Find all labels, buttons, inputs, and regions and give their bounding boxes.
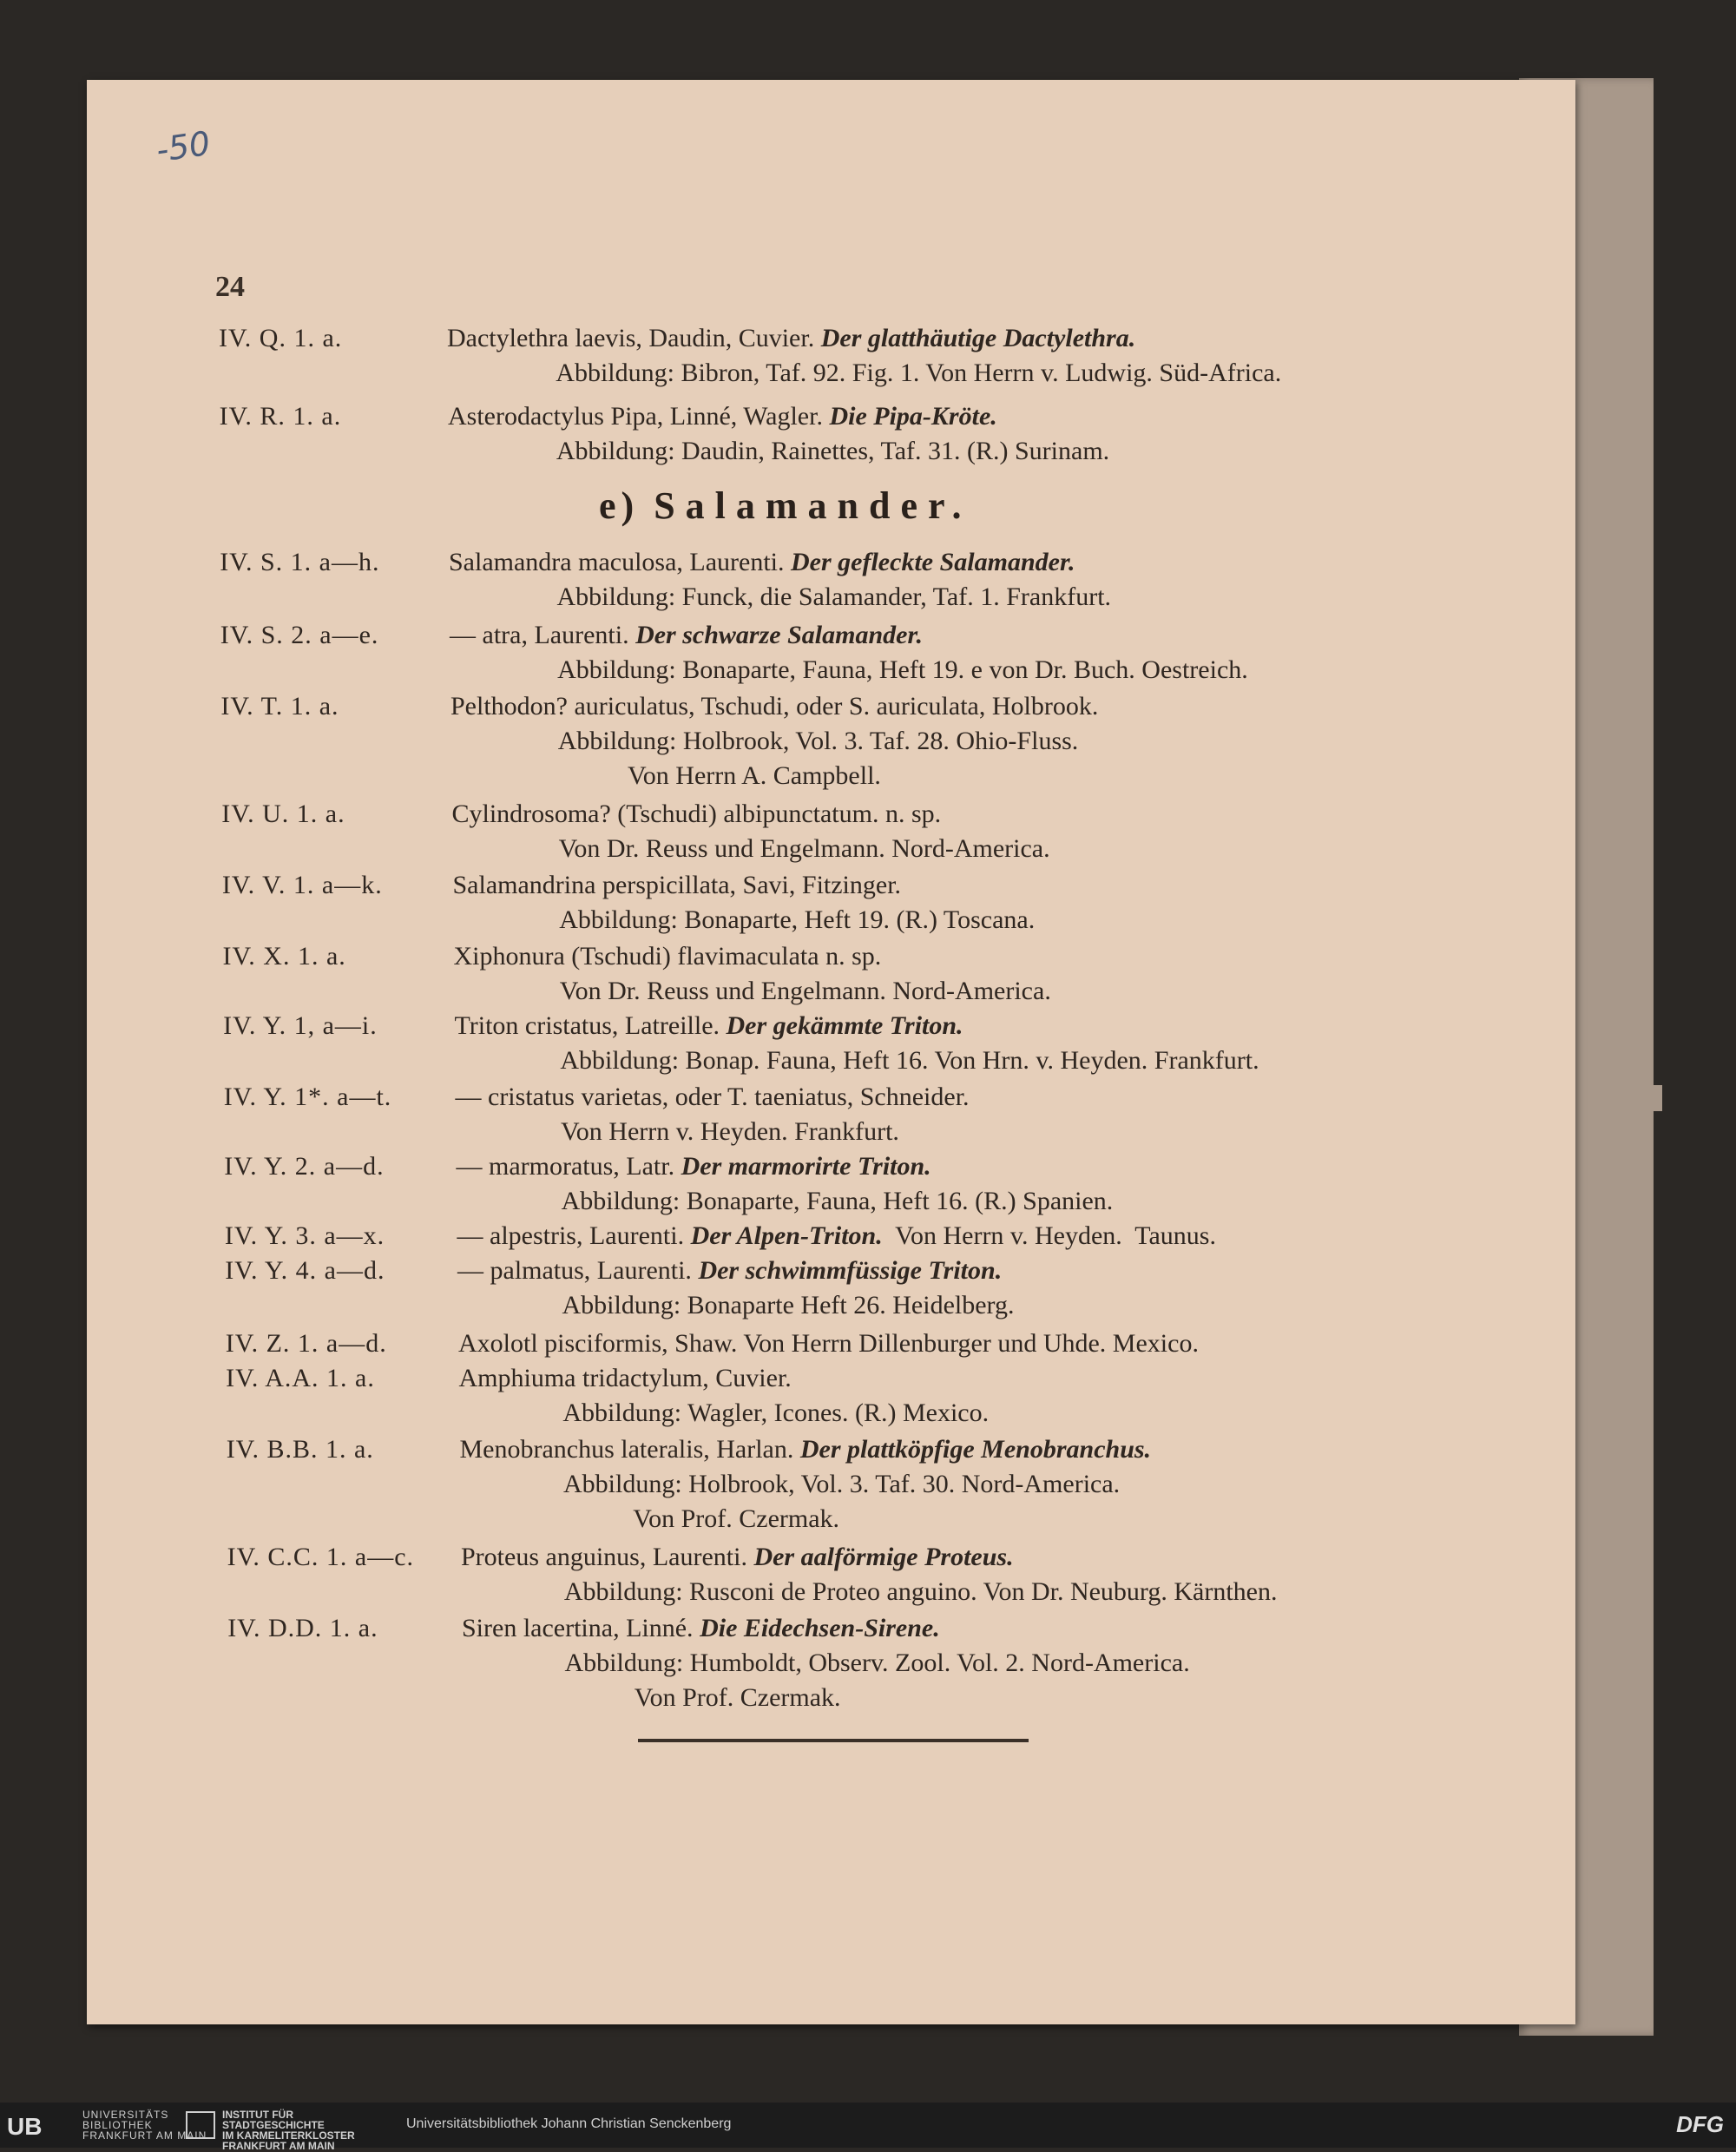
entry-code: IV. C.C. 1. a—c. [227,1543,415,1571]
document-page [87,80,1575,2024]
entry-code: IV. Y. 4. a—d. [225,1256,385,1285]
entry-code: IV. A.A. 1. a. [226,1364,375,1392]
entry-text [450,620,923,651]
entry-main-text: Abbildung: Wagler, Icones. (R.) Mexico. [562,1398,990,1427]
entry-main-text: Abbildung: Bonaparte Heft 26. Heidelberg. [562,1291,1015,1319]
entry-text [448,401,997,432]
isg-logo-icon [186,2111,215,2139]
entry-main-text: Proteus anguinus, Laurenti. [461,1543,747,1571]
entry-detail [635,1682,841,1714]
entry-text [457,1221,1216,1252]
page-number: 24 [215,271,245,303]
entry-text [458,1328,1199,1359]
entry-common-name: Die Eidechsen-Sirene. [700,1614,940,1642]
entry-code: IV. Y. 2. a—d. [224,1152,385,1181]
entry-detail [564,1576,1278,1608]
entry-main-text: Axolotl pisciformis, Shaw. Von Herrn Dillenburger und Uhde. Mexico. [458,1329,1199,1358]
section-heading-prefix: e) [599,484,640,527]
section-heading-title: Salamander. [654,484,972,527]
entry-main-text: Asterodactylus Pipa, Linné, Wagler. [448,402,823,431]
entry-tail-text: Von Herrn v. Heyden. Taunus. [882,1221,1216,1250]
entry-common-name: Die Pipa-Kröte. [829,402,997,431]
entry-detail [563,1469,1120,1500]
entry-main-text: — cristatus varietas, oder T. taeniatus, Schneider. [455,1083,970,1111]
entry-text [450,691,1098,722]
entry-main-text: Abbildung: Bonaparte, Heft 19. (R.) Toscana. [559,905,1036,934]
entry-code: IV. B.B. 1. a. [226,1435,374,1464]
entry-text [452,799,942,830]
entry-main-text: Abbildung: Humboldt, Observ. Zool. Vol. 2. Nord-America. [564,1649,1190,1677]
entry-text [459,1363,792,1394]
entry-detail [562,1290,1015,1321]
entry-common-name: Der gefleckte Salamander. [791,548,1075,576]
entry-common-name: Der schwarze Salamander. [635,621,923,649]
entry-main-text: Salamandrina perspicillata, Savi, Fitzinger. [452,871,902,899]
entry-main-text: Abbildung: Funck, die Salamander, Taf. 1. Frankfurt. [556,582,1112,611]
entry-main-text: Von Dr. Reuss und Engelmann. Nord-America. [559,977,1051,1005]
isg-text [222,2109,355,2151]
entry-detail [561,1116,899,1148]
entry-main-text: Abbildung: Bibron, Taf. 92. Fig. 1. Von Herrn v. Ludwig. Süd-Africa. [556,359,1282,387]
closing-rule [638,1739,1029,1742]
entry-main-text: Xiphonura (Tschudi) flavimaculata n. sp. [453,942,882,971]
entry-text [462,1613,940,1644]
entry-detail [557,655,1248,686]
entry-code: IV. S. 2. a—e. [220,621,379,649]
entry-code: IV. R. 1. a. [219,402,342,431]
entry-text [447,323,1135,354]
entry-code: IV. Z. 1. a—d. [225,1329,387,1358]
entry-text [454,941,882,972]
library-name: Universitätsbibliothek Johann Christian Senckenberg [406,2116,732,2131]
entry-main-text: — atra, Laurenti. [450,621,629,649]
entry-main-text: Abbildung: Bonaparte, Fauna, Heft 16. (R.) Spanien. [561,1187,1114,1215]
entry-main-text: — alpestris, Laurenti. [457,1221,685,1250]
entry-code: IV. X. 1. a. [222,942,346,971]
entry-main-text: Von Dr. Reuss und Engelmann. Nord-America. [558,834,1050,863]
dfg-logo: DFG [1676,2111,1724,2137]
footer-bar [0,2103,1736,2152]
entry-code: IV. Y. 3. a—x. [224,1221,385,1250]
entry-text [460,1434,1152,1465]
entry-main-text: Von Herrn v. Heyden. Frankfurt. [561,1117,899,1146]
entry-code: IV. Y. 1*. a—t. [223,1083,392,1111]
entry-text [461,1542,1014,1573]
entry-detail [558,726,1079,757]
entry-text [455,1010,963,1042]
entry-main-text: Triton cristatus, Latreille. [454,1011,720,1040]
entry-detail [565,1648,1190,1679]
entry-detail [557,582,1112,613]
entry-main-text: Siren lacertina, Linné. [462,1614,694,1642]
entry-detail [633,1504,839,1535]
entry-code: IV. T. 1. a. [220,692,339,721]
ub-line: FRANKFURT AM MAIN [82,2129,207,2142]
entry-main-text: Pelthodon? auriculatus, Tschudi, oder S. auriculata, Holbrook. [450,692,1099,721]
entry-common-name: Der aalförmige Proteus. [753,1543,1014,1571]
paper-tab [1645,1085,1662,1111]
entry-main-text: Abbildung: Rusconi de Proteo anguino. Von Dr. Neuburg. Kärnthen. [563,1577,1278,1606]
ub-logo: UB [7,2113,43,2140]
entry-text [457,1151,931,1182]
entry-main-text: Abbildung: Bonaparte, Fauna, Heft 19. e von Dr. Buch. Oestreich. [557,655,1248,684]
entry-common-name: Der schwimmfüssige Triton. [698,1256,1003,1285]
entry-main-text: Von Prof. Czermak. [633,1504,840,1533]
entry-code: IV. Q. 1. a. [219,324,343,352]
ub-line: BIBLIOTHEK [82,2119,153,2131]
entry-main-text: Von Prof. Czermak. [634,1683,841,1712]
entry-text [457,1255,1002,1287]
entry-main-text: Abbildung: Holbrook, Vol. 3. Taf. 28. Ohio-Fluss. [557,727,1079,755]
entry-main-text: Dactylethra laevis, Daudin, Cuvier. [447,324,815,352]
entry-common-name: Der marmorirte Triton. [681,1152,931,1181]
entry-detail [559,905,1035,936]
entry-detail [562,1186,1114,1217]
entry-detail [556,358,1281,389]
entry-text [456,1082,970,1113]
entry-common-name: Der gekämmte Triton. [726,1011,963,1040]
entry-code: IV. D.D. 1. a. [227,1614,378,1642]
entry-text [453,870,902,901]
isg-line: STADTGESCHICHTE [222,2119,325,2131]
entry-main-text: Cylindrosoma? (Tschudi) albipunctatum. n. sp. [451,800,942,828]
entry-main-text: — palmatus, Laurenti. [457,1256,692,1285]
entry-detail [560,976,1051,1007]
entry-common-name: Der glatthäutige Dactylethra. [820,324,1136,352]
entry-detail [559,833,1050,865]
entry-list [87,80,1575,2024]
entry-text [449,547,1075,578]
entry-common-name: Der Alpen-Triton. [690,1221,883,1250]
entry-code: IV. U. 1. a. [221,800,345,828]
entry-code: IV. Y. 1, a—i. [223,1011,378,1040]
entry-detail [556,436,1109,467]
entry-main-text: Amphiuma tridactylum, Cuvier. [458,1364,792,1392]
entry-main-text: Menobranchus lateralis, Harlan. [459,1435,794,1464]
isg-line: INSTITUT FÜR [222,2109,293,2121]
entry-code: IV. S. 1. a—h. [220,548,380,576]
entry-detail [628,760,881,792]
pencil-note: -50 [154,123,213,170]
entry-main-text: Abbildung: Bonap. Fauna, Heft 16. Von Hrn. v. Heyden. Frankfurt. [560,1046,1259,1075]
entry-detail [562,1398,989,1429]
entry-main-text: — marmoratus, Latr. [456,1152,675,1181]
entry-code: IV. V. 1. a—k. [221,871,383,899]
ub-line: UNIVERSITÄTS [82,2109,169,2121]
entry-common-name: Der plattköpfige Menobranchus. [799,1435,1152,1464]
isg-line: IM KARMELITERKLOSTER [222,2129,355,2142]
entry-main-text: Abbildung: Holbrook, Vol. 3. Taf. 30. Nord-America. [563,1470,1121,1498]
entry-main-text: Abbildung: Daudin, Rainettes, Taf. 31. (R.) Surinam. [556,437,1110,465]
entry-main-text: Salamandra maculosa, Laurenti. [449,548,785,576]
entry-detail [560,1045,1259,1076]
isg-line: FRANKFURT AM MAIN [222,2140,335,2152]
entry-main-text: Von Herrn A. Campbell. [628,761,881,790]
